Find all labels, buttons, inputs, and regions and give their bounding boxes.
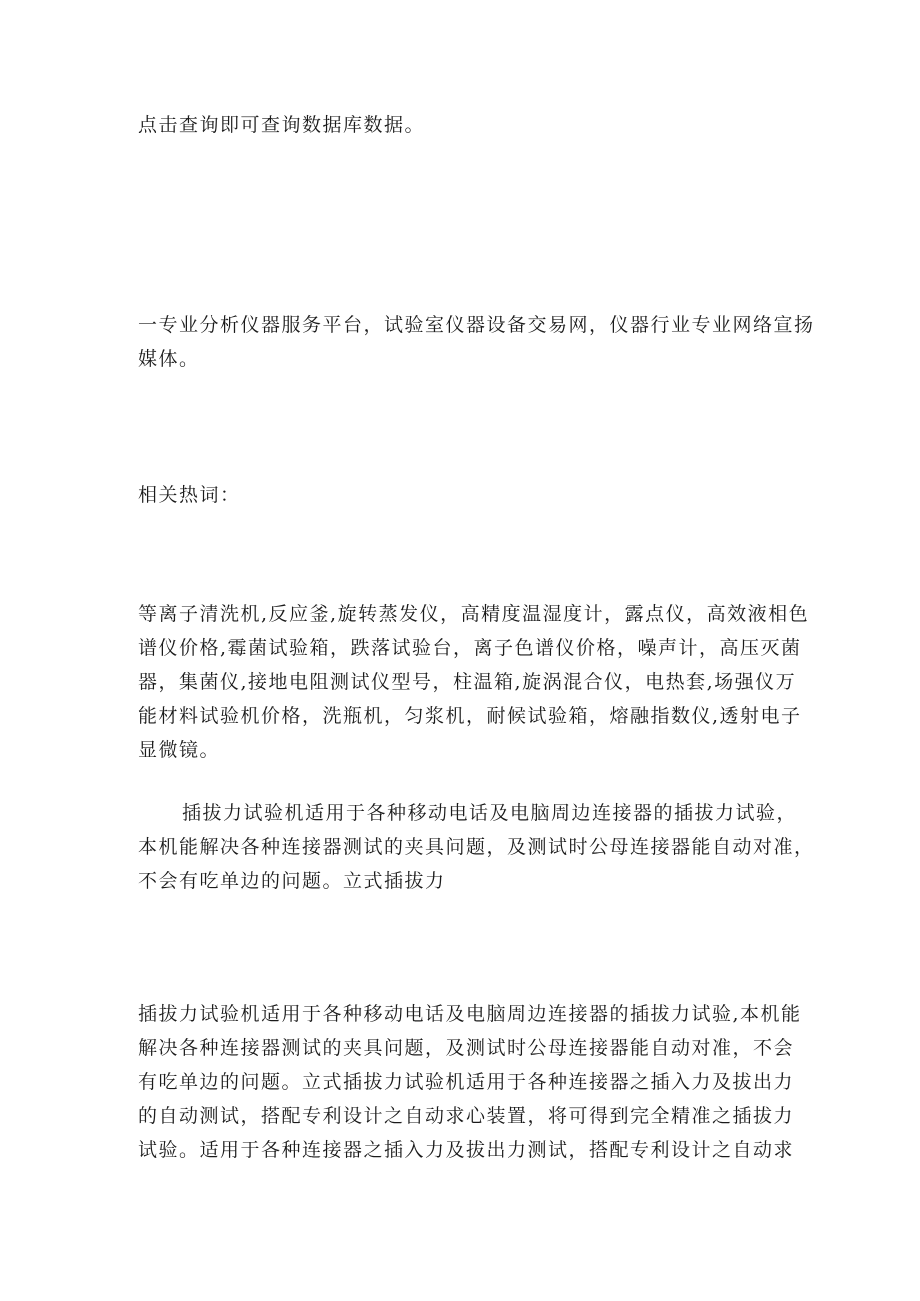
detail-paragraph bbox=[138, 997, 802, 1167]
text-line: 谱仪价格,霉菌试验箱，跌落试验台，离子色谱仪价格，噪声计，高压灭菌 bbox=[138, 637, 802, 659]
text-line: 本机能解决各种连接器测试的夹具问题，及测试时公母连接器能自动对准， bbox=[138, 836, 815, 858]
text-line: 试验。适用于各种连接器之插入力及拔出力测试，搭配专利设计之自动求 bbox=[138, 1139, 795, 1161]
text-line: 媒体。 bbox=[138, 348, 200, 370]
text-line: 有吃单边的问题。立式插拔力试验机适用于各种连接器之插入力及拔出力 bbox=[138, 1071, 795, 1093]
hotwords-heading bbox=[138, 478, 241, 512]
platform-paragraph bbox=[138, 308, 815, 376]
text-line: 点击查询即可查询数据库数据。 bbox=[138, 114, 426, 136]
text-line: 能材料试验机价格，洗瓶机，匀浆机，耐候试验箱，熔融指数仪,透射电子 bbox=[138, 705, 802, 727]
hotwords-paragraph bbox=[138, 597, 809, 767]
text-line: 插拔力试验机适用于各种移动电话及电脑周边连接器的插拔力试验,本机能 bbox=[138, 1003, 802, 1025]
text-line: 等离子清洗机,反应釜,旋转蒸发仪，高精度温湿度计，露点仪，高效液相色 bbox=[138, 603, 810, 625]
text-line: 器，集菌仪,接地电阻测试仪型号，柱温箱,旋涡混合仪，电热套,场强仪万 bbox=[138, 671, 797, 693]
text-line: 显微镜。 bbox=[138, 739, 221, 761]
text-line: 插拔力试验机适用于各种移动电话及电脑周边连接器的插拔力试验， bbox=[182, 802, 798, 824]
text-line: 不会有吃单边的问题。立式插拔力 bbox=[138, 870, 446, 892]
text-line: 的自动测试，搭配专利设计之自动求心装置，将可得到完全精准之插拔力 bbox=[138, 1105, 795, 1127]
text-line: 相关热词： bbox=[138, 484, 241, 506]
summary-paragraph bbox=[138, 796, 815, 898]
intro-paragraph bbox=[138, 108, 425, 142]
text-line: 解决各种连接器测试的夹具问题，及测试时公母连接器能自动对准，不会 bbox=[138, 1037, 795, 1059]
text-line: 一专业分析仪器服务平台，试验室仪器设备交易网，仪器行业专业网络宣扬 bbox=[138, 314, 815, 336]
